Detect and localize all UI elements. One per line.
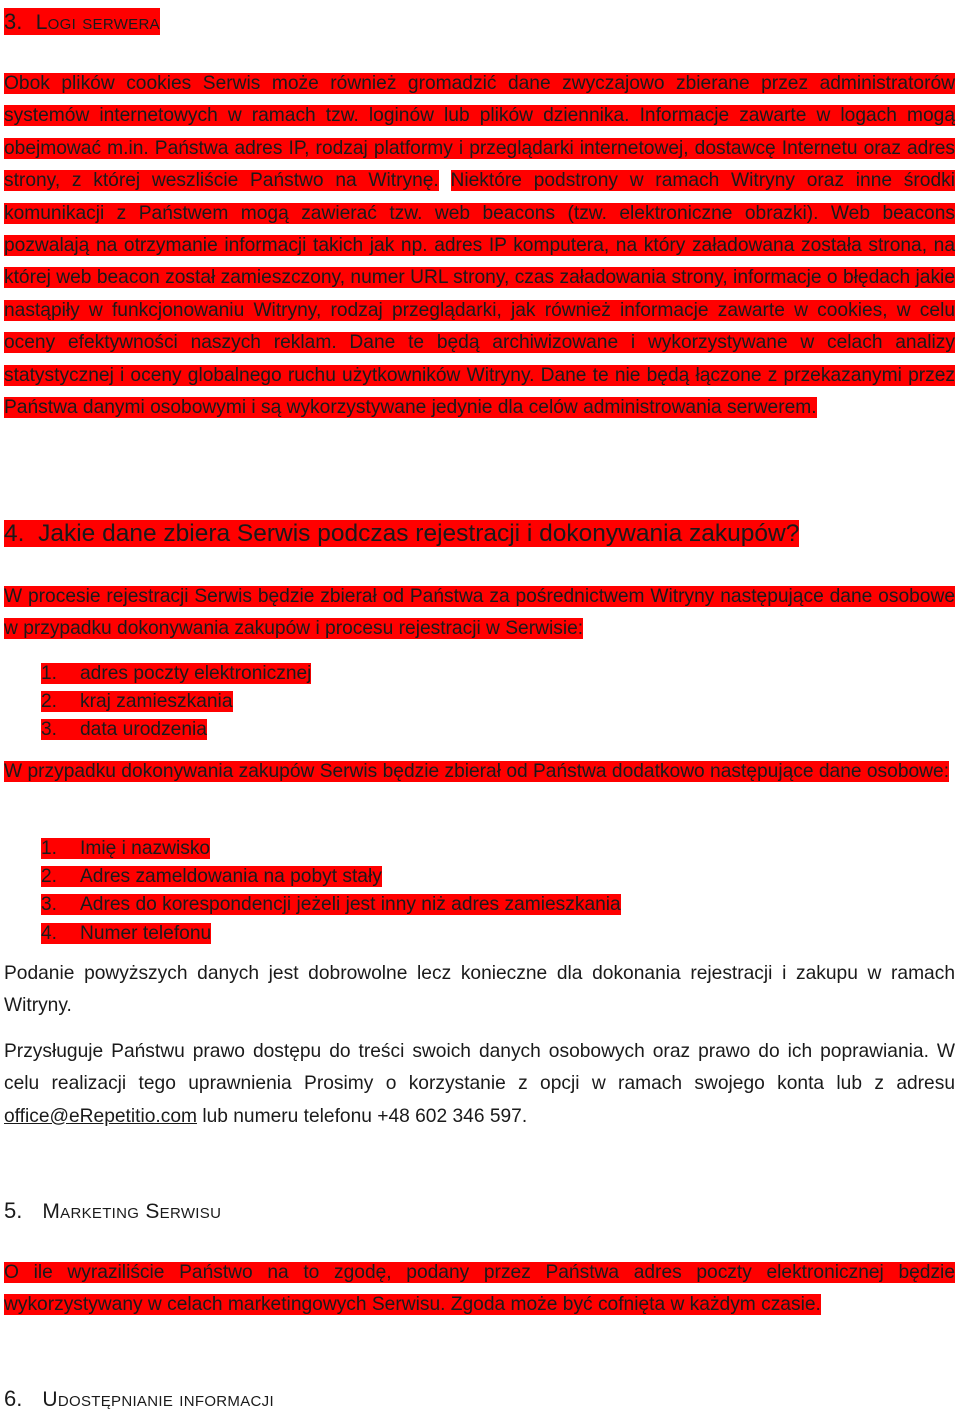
list-item: 3. data urodzenia [41,719,207,741]
marketing-paragraph: O ile wyraziliście Państwo na to zgodę, podany przez Państwa adres poczty elektronicznej będzie wykorzystywany w celach marketingowych Serwisu. Zgoda może być cofnięta w każdym czasie. [4,1262,955,1316]
section-4-number: 4. [4,520,25,547]
section-3-text-b: Niektóre podstrony w ramach Witryny oraz inne środki komunikacji z Państwem mogą zawierać tzw. web beacons (tzw. elektroniczne obrazki). Web beacons pozwalają na otrzymanie informacji takich jak np. adres IP komputera, na który załadowana została strona, na której web beacon został zamieszczony, numer URL strony, czas załadowania strony, informacje o błędach jakie nastąpiły w funkcjonowaniu Witryny, rodzaj przeglądarki, jak również informacje zawarte w cookies, w celu oceny efektywności naszych reklam. Dane te będą archiwizowane i wykorzystywane w celach analizy statystycznej i oceny globalnego ruchu użytkowników Witryny. Dane te nie będą łączone z przekazanymi przez Państwa danymi osobowymi i są wykorzystywane jedynie dla celów administrowania serwerem. [4,170,955,419]
section-4-heading [4,520,799,548]
list-item: 1. adres poczty elektronicznej [41,663,312,684]
section-5-heading [4,1197,221,1226]
list-item: 3. Adres do korespondencji jeżeli jest inny niż adres zamieszkania [41,894,621,916]
registration-data-list [41,660,311,745]
section-6-number: 6. [4,1386,23,1411]
section-3-title: Logi serwera [35,11,160,34]
section-5-title: Marketing Serwisu [42,1200,222,1223]
list-item: 2. Adres zameldowania na pobyt stały [41,866,382,888]
section-3-paragraph [4,68,955,424]
list-item: 4. Numer telefonu [41,922,212,944]
rights-paragraph: Przysługuje Państwu prawo dostępu do treści swoich danych osobowych oraz prawo do ich poprawiania. W celu realizacji tego uprawnienia Prosimy o korzystanie z opcji w ramach swojego konta lub z adresu office@eRepetitio.com lub numeru telefonu +48 602 346 597. [4,1041,955,1127]
list-item: 2. kraj zamieszkania [41,691,233,713]
section-3-number: 3. [4,9,23,34]
voluntary-note: Podanie powyższych danych jest dobrowolne lecz konieczne dla dokonania rejestracji i zakupu w ramach Witryny. [4,963,955,1017]
section-5-number: 5. [4,1198,23,1223]
purchase-intro: W przypadku dokonywania zakupów Serwis będzie zbierał od Państwa dodatkowo następujące dane osobowe: [4,761,950,782]
contact-email-link[interactable]: office@eRepetitio.com [4,1105,197,1127]
list-item: 1. Imię i nazwisko [41,838,211,859]
section-3-text-a: Obok plików cookies Serwis może również gromadzić dane zwyczajowo zbierane przez administratorów systemów internetowych w ramach tzw. loginów lub plików dziennika. Informacje zawarte w logach mogą obejmować m.in. Państwa adres IP, rodzaj platformy i przeglądarki internetowej, dostawcę Internetu oraz adres strony, z której weszliście Państwo na Witrynę. [4,73,955,192]
registration-intro: W procesie rejestracji Serwis będzie zbierał od Państwa za pośrednictwem Witryny następujące dane osobowe w przypadku dokonywania zakupów i procesu rejestracji w Serwisie: [4,586,955,640]
section-4-title: Jakie dane zbiera Serwis podczas rejestracji i dokonywania zakupów? [38,520,800,547]
section-6-title: Udostępnianie informacji [42,1388,274,1411]
section-3-heading [4,8,160,37]
section-6-heading [4,1385,274,1414]
purchase-data-list [41,835,621,948]
